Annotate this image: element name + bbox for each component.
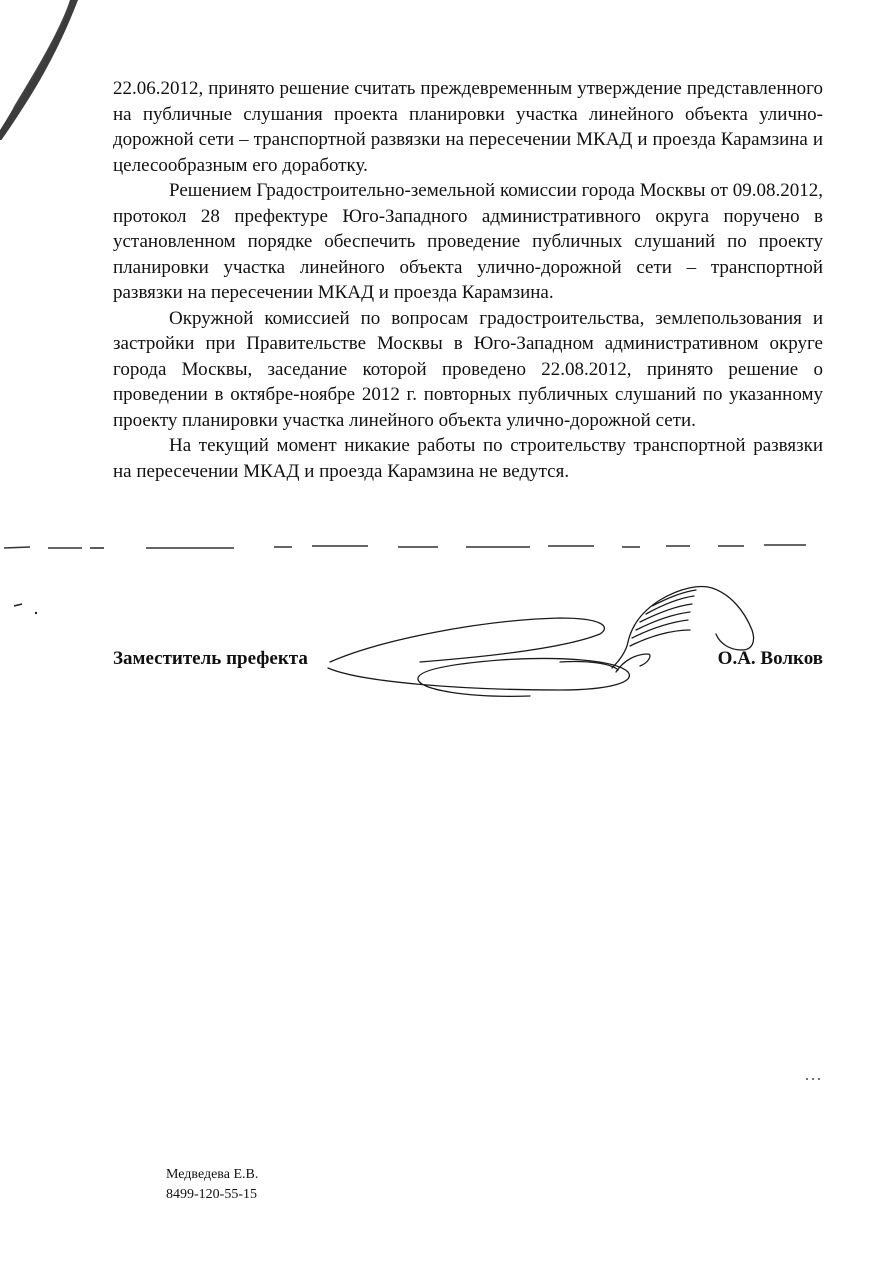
signatory-position: Заместитель префекта bbox=[113, 648, 308, 669]
scan-speck bbox=[804, 1074, 824, 1084]
scan-speck bbox=[12, 602, 42, 616]
scan-dashed-line bbox=[0, 538, 887, 558]
paragraph-3: Окружной комиссией по вопросам градостроительства, землепользования и застройки при Правительстве Москвы в Юго-Западном административном округе города Москвы, заседание которой проведено 22.08.2012, принято решение о проведении в октябре-ноябре 2012 г. повторных публичных слушаний по указанному проекту планировки участка линейного объекта улично-дорожной сети. bbox=[113, 307, 823, 431]
contact-info bbox=[166, 1165, 258, 1205]
letter-body bbox=[113, 76, 823, 484]
signatory-name: О.А. Волков bbox=[717, 648, 823, 669]
paragraph-1: 22.06.2012, принято решение считать преждевременным утверждение представленного на публичные слушания проекта планировки участка линейного объекта улично-дорожной сети – транспортной развязки на пересечении МКАД и проезда Карамзина и целесообразным его доработку. bbox=[113, 78, 823, 176]
contact-phone: 8499-120-55-15 bbox=[166, 1187, 257, 1202]
scan-artifact bbox=[0, 0, 90, 140]
signature-block bbox=[113, 648, 823, 678]
paragraph-4: На текущий момент никакие работы по строительству транспортной развязки на пересечении МКАД и проезда Карамзина не ведутся. bbox=[113, 435, 823, 482]
contact-person: Медведева Е.В. bbox=[166, 1167, 259, 1182]
paragraph-2: Решением Градостроительно-земельной комиссии города Москвы от 09.08.2012, протокол 28 префектуре Юго-Западного административного округа поручено в установленном порядке обеспечить проведение публичных слушаний по проекту планировки участка линейного объекта улично-дорожной сети – транспортной развязки на пересечении МКАД и проезда Карамзина. bbox=[113, 180, 823, 303]
